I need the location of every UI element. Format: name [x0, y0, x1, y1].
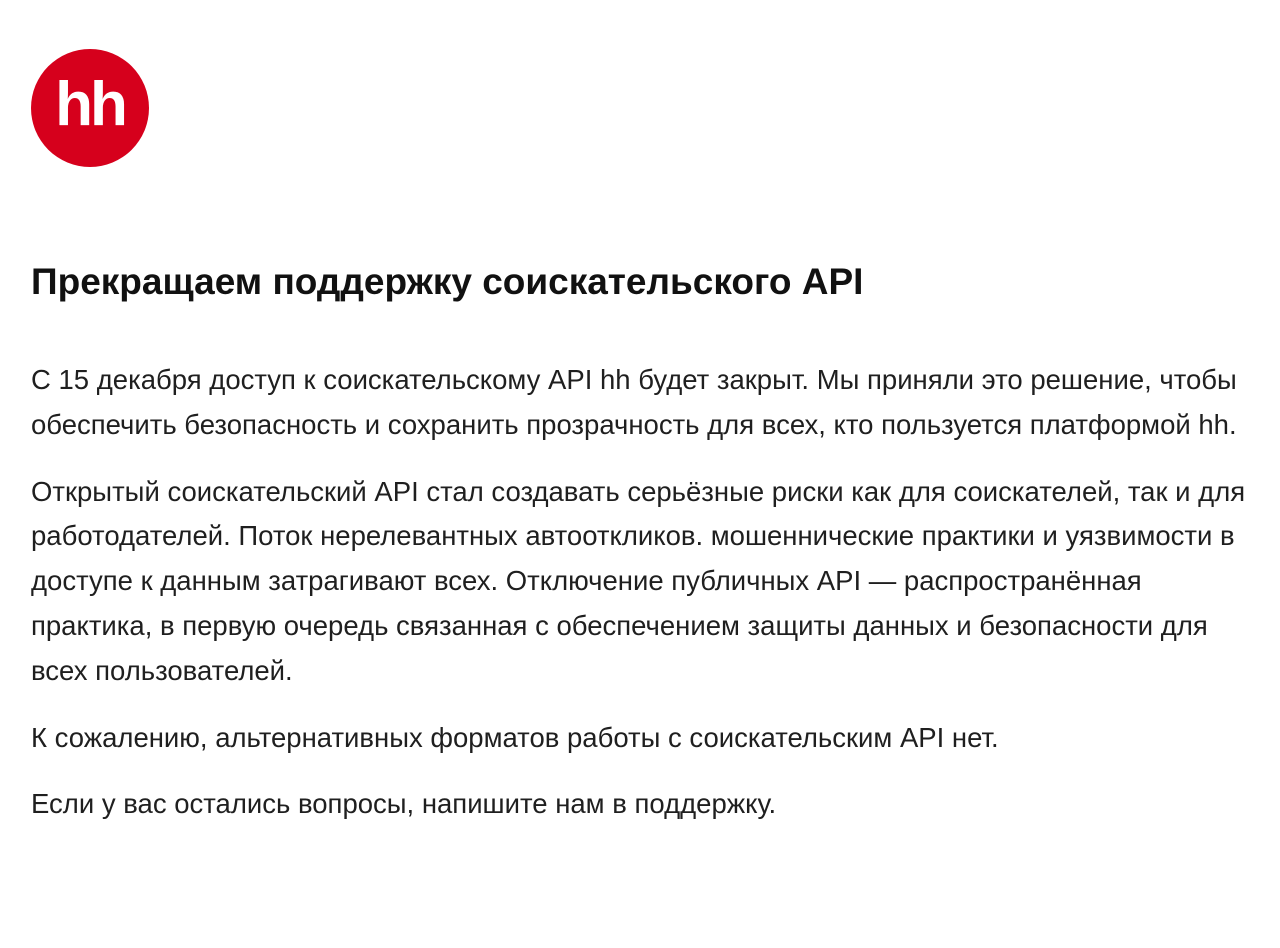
article-paragraph: Если у вас остались вопросы, напишите нам в поддержку.: [31, 788, 777, 820]
article-paragraph: С 15 декабря доступ к соискательскому API hh будет закрыт. Мы приняли это решение, чтобы обеспечить безопасность и сохранить прозрачность для всех, кто пользуется платформой hh.: [31, 364, 1237, 440]
article-paragraph: Открытый соискательский API стал создавать серьёзные риски как для соискателей, так и для работодателей. Поток нерелевантных автооткликов. мошеннические практики и уязвимости в доступе к данным затрагивают всех. Отключение публичных API — распространённая практика, в первую очередь связанная с обеспечением защиты данных и безопасности для всех пользователей.: [31, 475, 1246, 686]
hh-logo: [31, 49, 149, 167]
article-body: [31, 358, 1251, 849]
hh-logo-text: hh: [55, 70, 125, 139]
article-paragraph: К сожалению, альтернативных форматов работы с соискательским API нет.: [31, 721, 999, 753]
article-title: Прекращаем поддержку соискательского API: [31, 261, 864, 302]
